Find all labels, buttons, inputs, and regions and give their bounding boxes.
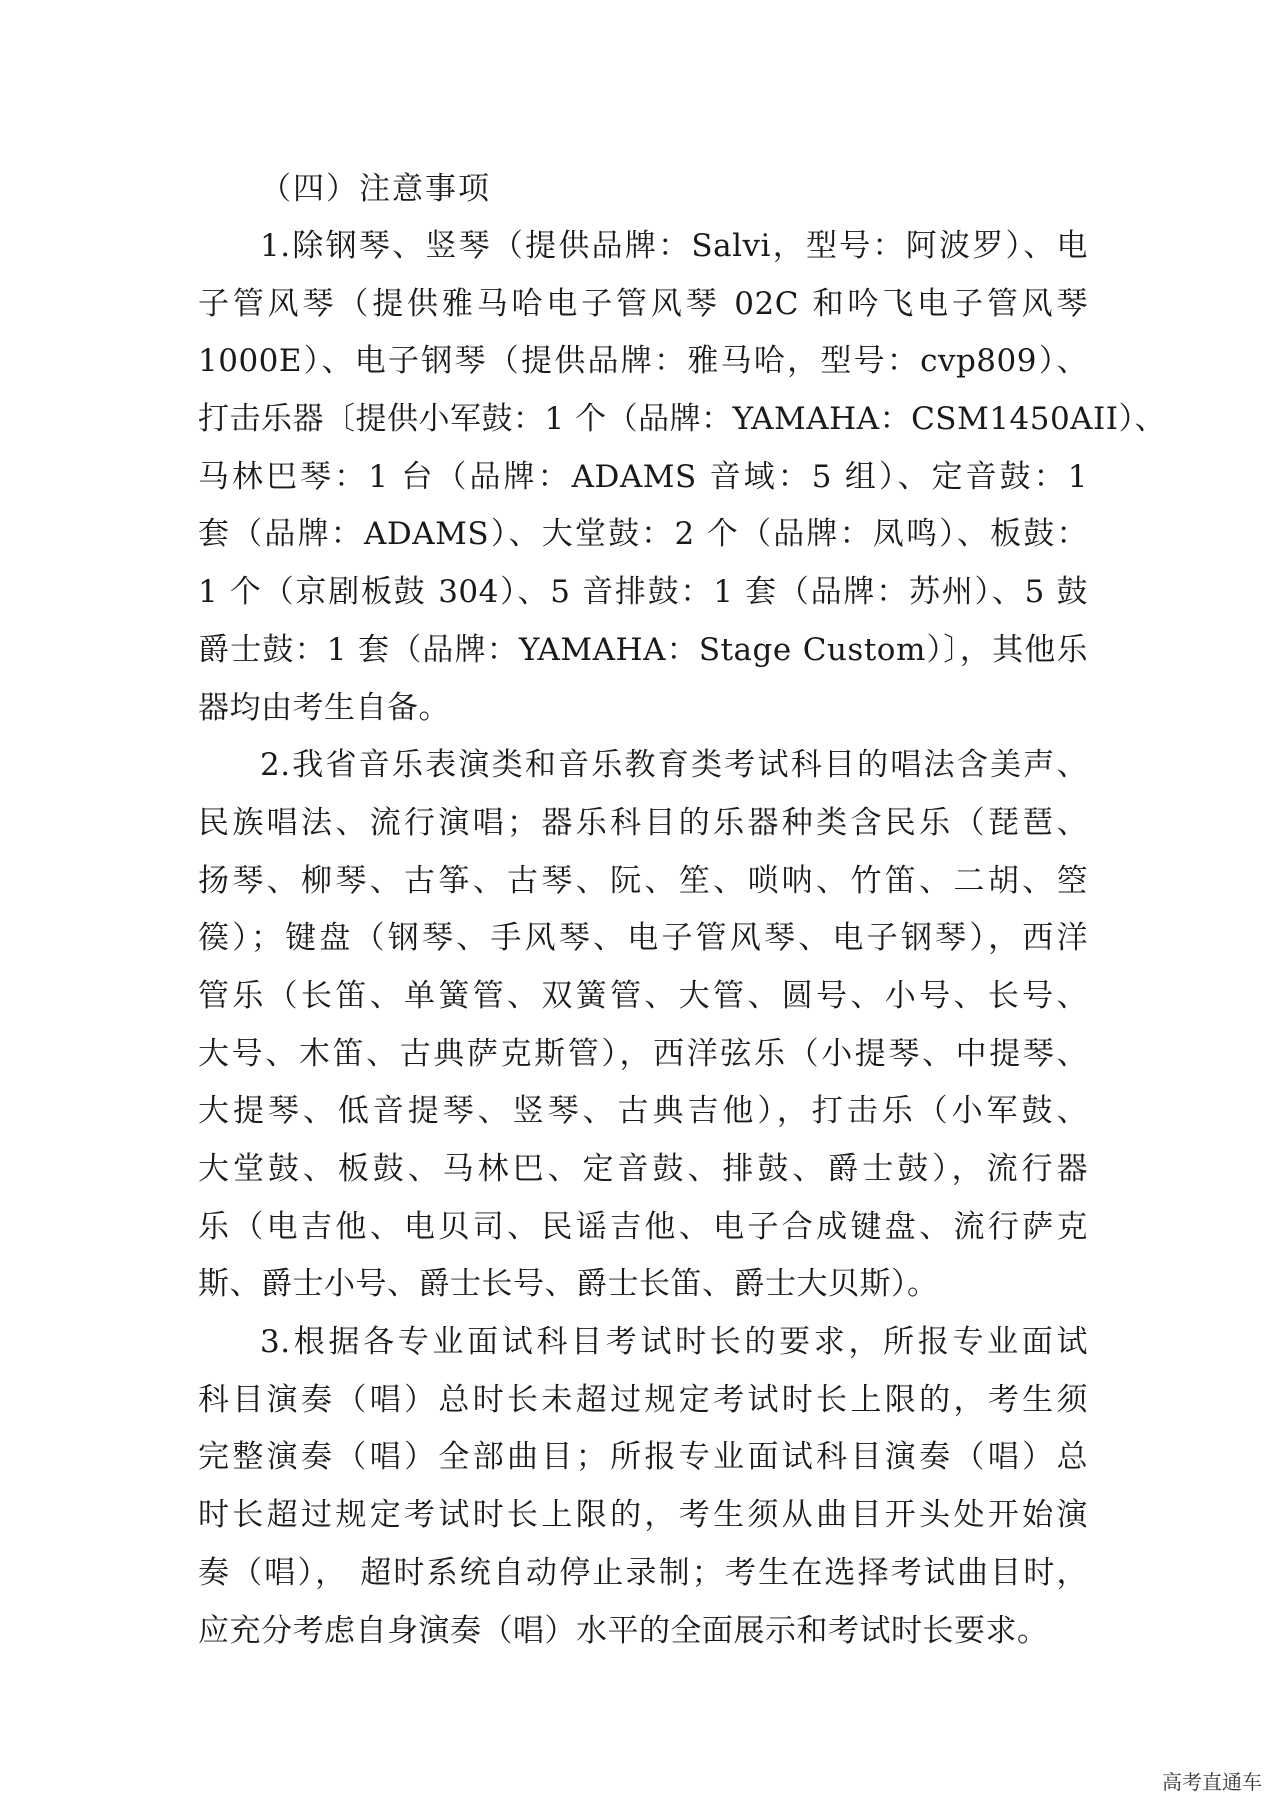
paragraph-line: 1 个（京剧板鼓 304）、5 音排鼓：1 套（品牌：苏州）、5 鼓	[198, 574, 1088, 611]
paragraph-line: 扬琴、柳琴、古筝、古琴、阮、笙、唢呐、竹笛、二胡、箜	[198, 862, 1088, 899]
paragraph-line: 3.根据各专业面试科目考试时长的要求，所报专业面试	[260, 1324, 1088, 1361]
watermark-text: 高考直通车	[1162, 1770, 1262, 1794]
paragraph-line: 科目演奏（唱）总时长未超过规定考试时长上限的，考生须	[198, 1381, 1088, 1418]
paragraph-line: 篌）；键盘（钢琴、手风琴、电子管风琴、电子钢琴），西洋	[198, 920, 1088, 957]
paragraph	[198, 737, 1088, 1314]
paragraph-line: 乐（电吉他、电贝司、民谣吉他、电子合成键盘、流行萨克	[198, 1208, 1088, 1245]
paragraph-line: 管乐（长笛、单簧管、双簧管、大管、圆号、小号、长号、	[198, 977, 1088, 1014]
paragraph-line: 应充分考虑自身演奏（唱）水平的全面展示和考试时长要求。	[198, 1612, 1049, 1649]
paragraph-line: 爵士鼓：1 套（品牌：YAMAHA：Stage Custom）〕，其他乐	[198, 631, 1088, 668]
paragraph-line: 完整演奏（唱）全部曲目；所报专业面试科目演奏（唱）总	[198, 1439, 1088, 1476]
paragraph-line: 斯、爵士小号、爵士长号、爵士长笛、爵士大贝斯）。	[198, 1266, 939, 1303]
paragraph-line: 马林巴琴：1 台（品牌：ADAMS 音域：5 组）、定音鼓：1	[198, 458, 1088, 495]
paragraph-line: 大提琴、低音提琴、竖琴、古典吉他），打击乐（小军鼓、	[198, 1093, 1088, 1130]
paragraph-line: 打击乐器〔提供小军鼓：1 个（品牌：YAMAHA：CSM1450AII）、	[198, 401, 1167, 438]
paragraph-line: 器均由考生自备。	[198, 689, 450, 726]
paragraph-list	[198, 218, 1167, 1660]
paragraph-line: 大堂鼓、板鼓、马林巴、定音鼓、排鼓、爵士鼓），流行器	[198, 1151, 1088, 1187]
paragraph-line: 1000E）、电子钢琴（提供品牌：雅马哈，型号：cvp809）、	[198, 343, 1088, 380]
paragraph	[198, 218, 1167, 737]
paragraph-line: 套（品牌：ADAMS）、大堂鼓：2 个（品牌：凤鸣）、板鼓：	[198, 516, 1088, 553]
paragraph-line: 子管风琴（提供雅马哈电子管风琴 02C 和吟飞电子管风琴	[198, 285, 1088, 322]
paragraph	[198, 1314, 1088, 1660]
paragraph-line: 大号、木笛、古典萨克斯管），西洋弦乐（小提琴、中提琴、	[198, 1035, 1088, 1072]
paragraph-line: 民族唱法、流行演唱；器乐科目的乐器种类含民乐（琵琶、	[198, 804, 1088, 841]
paragraph-line: 1.除钢琴、竖琴（提供品牌：Salvi，型号：阿波罗）、电	[260, 228, 1088, 264]
document-body	[198, 160, 1167, 1660]
paragraph-line: 时长超过规定考试时长上限的，考生须从曲目开头处开始演	[198, 1497, 1088, 1534]
section-heading: （四）注意事项	[260, 171, 491, 207]
paragraph-line: 奏（唱）， 超时系统自动停止录制；考生在选择考试曲目时，	[198, 1554, 1088, 1591]
paragraph-line: 2.我省音乐表演类和音乐教育类考试科目的唱法含美声、	[260, 747, 1088, 784]
